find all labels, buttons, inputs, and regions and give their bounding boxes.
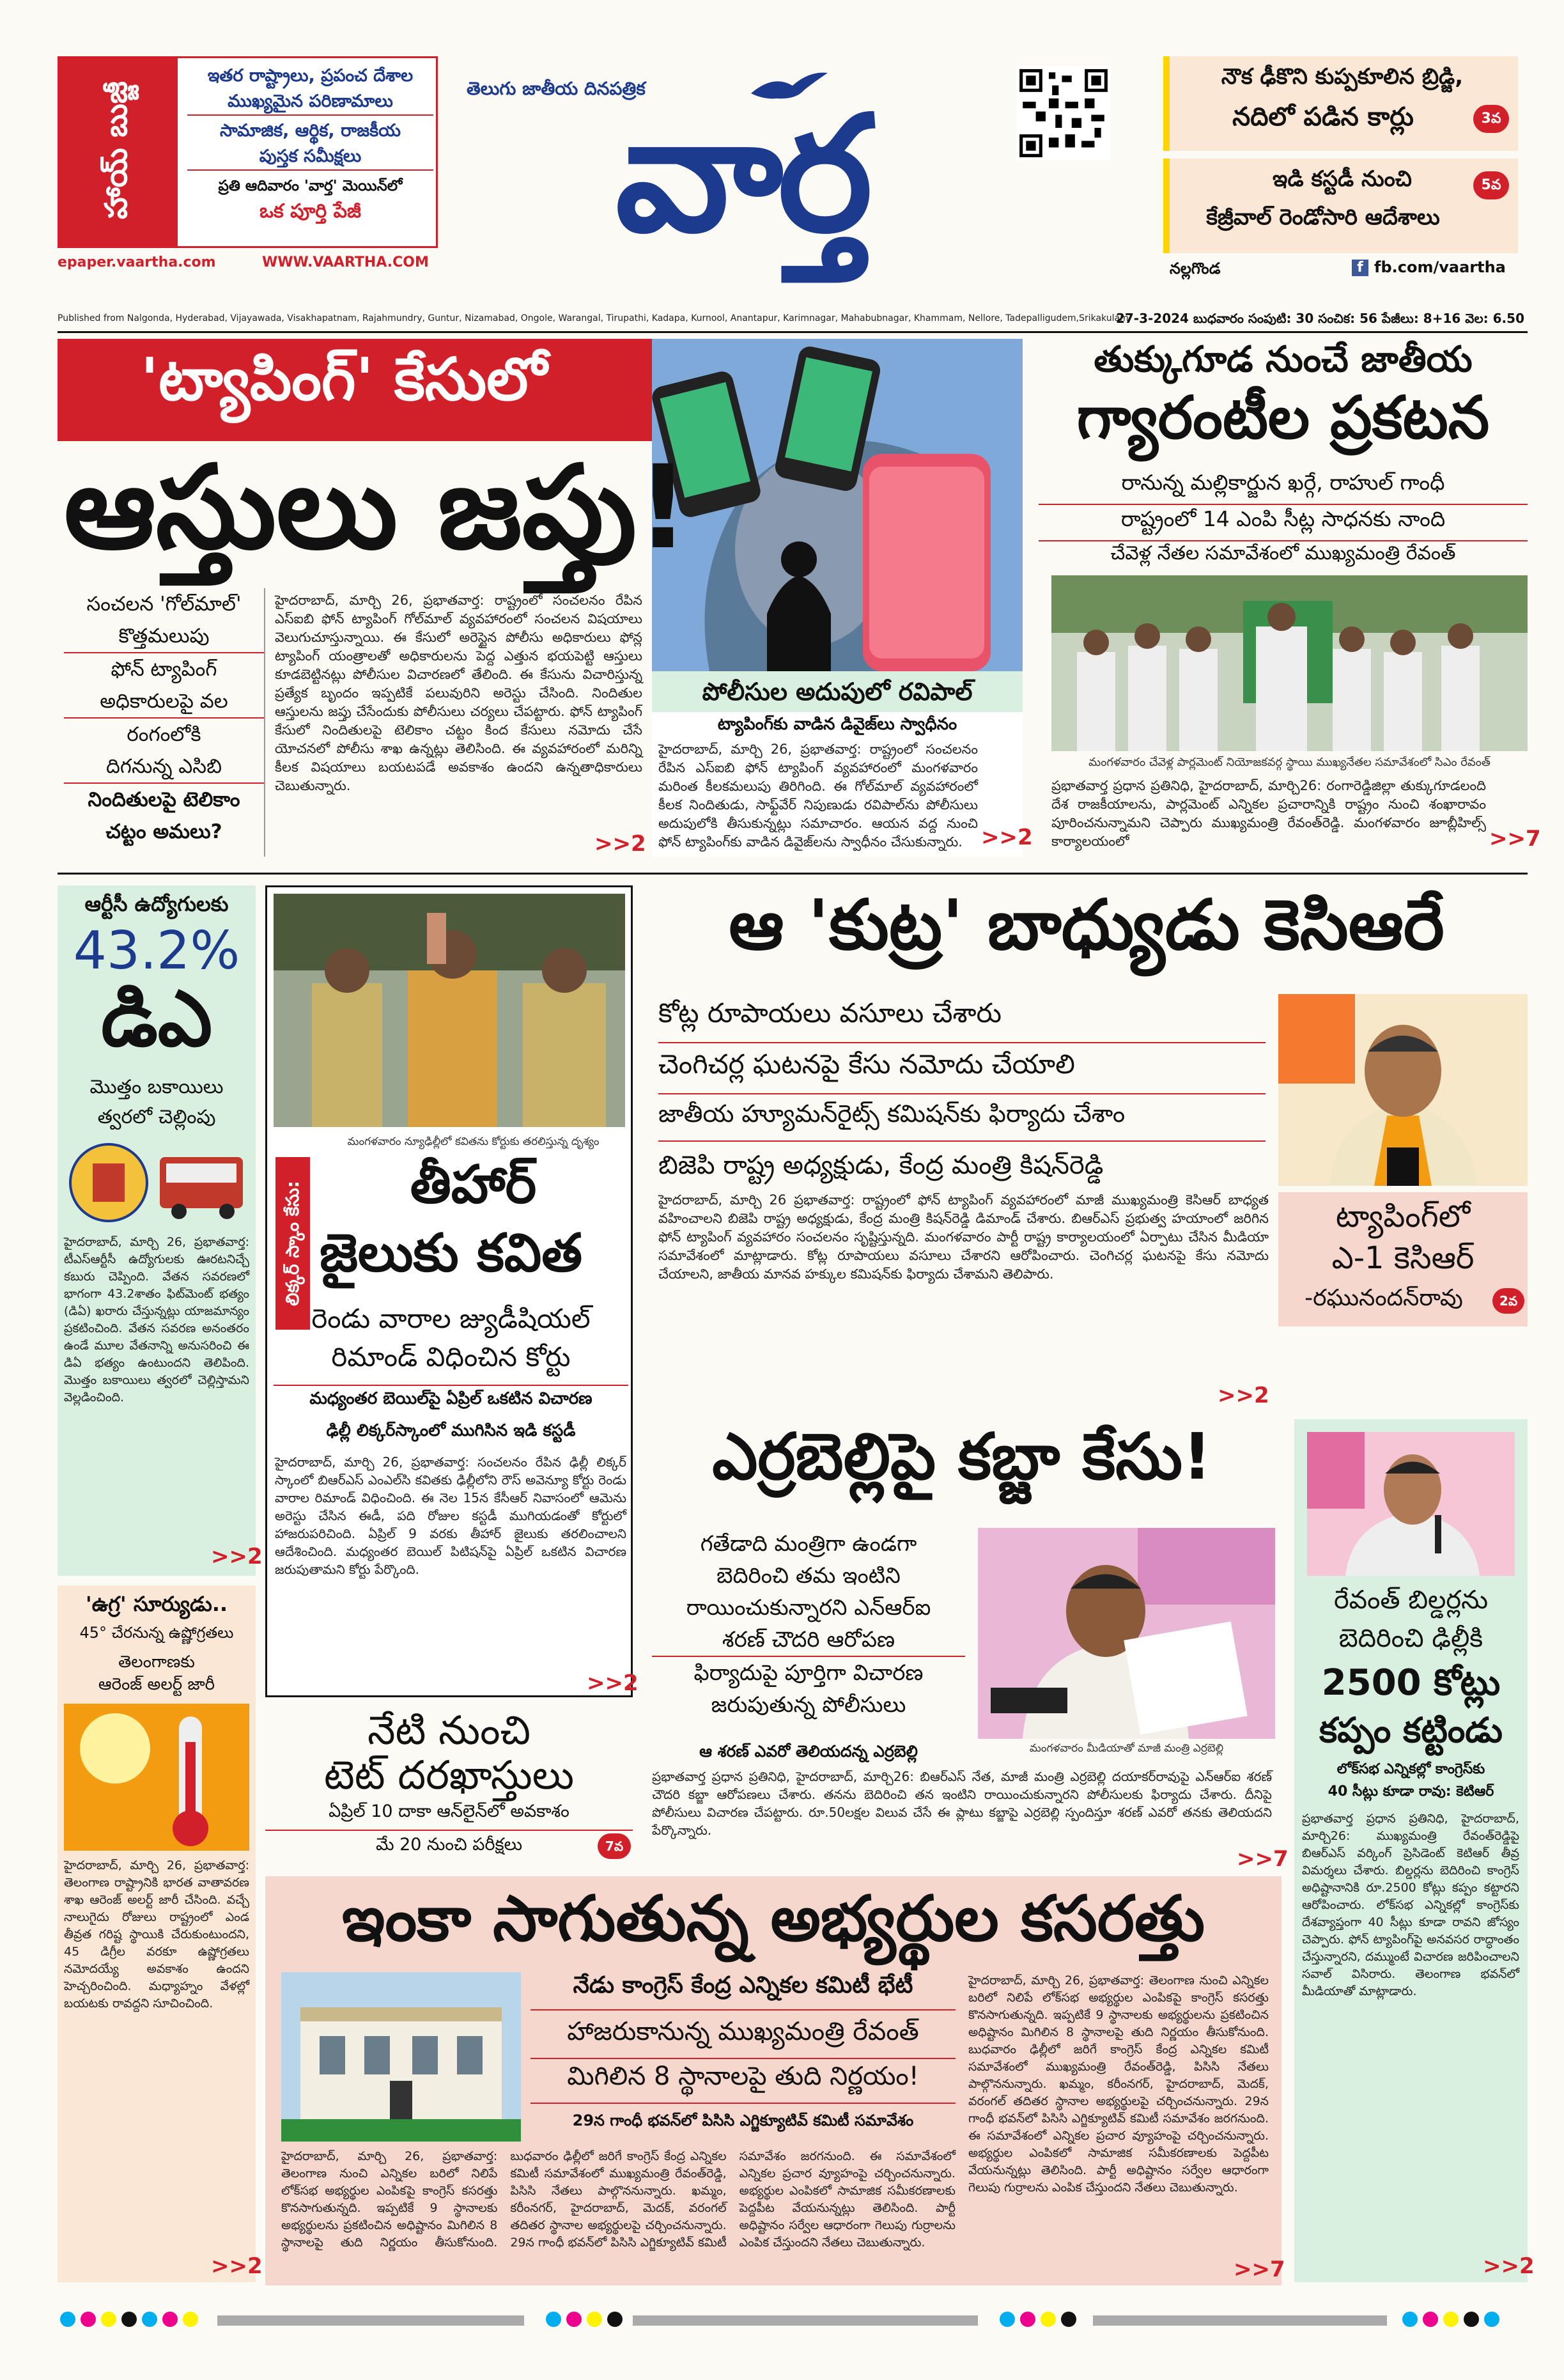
errabelli-point-3: రాయించుకున్నారని ఎన్‌ఆర్‌ఐ (686, 1595, 931, 1621)
candidates-sub-4: 29న గాంధీ భవన్‌లో పిసిసి ఎగ్జిక్యూటివ్‌ కమిటీ సమావేశం (572, 2112, 914, 2129)
promo-logo (59, 58, 178, 246)
ktr-headline-1: రేవంత్‌ బిల్డర్లను (1333, 1585, 1489, 1615)
ktr-more-link[interactable]: >>2 (1483, 2253, 1535, 2279)
tet-sub-2: మే 20 నుంచి పరీక్షలు (375, 1835, 523, 1855)
guarantees-sub-2: రాష్ట్రంలో 14 ఎంపి సీట్ల సాధనకు నాంది (1039, 506, 1528, 541)
teaser-1-page-badge: 3వ (1473, 105, 1509, 133)
candidates-story[interactable] (265, 1876, 1285, 2285)
kavitha-photo (274, 894, 625, 1127)
heat-body: హైదరాబాద్‌, మార్చి 26, ప్రభాతవార్త: తెలంగాణ రాష్ట్రానికి భారత వాతావరణ శాఖ ఆరెంజ్‌ అలర్ట్‌ జారీ చేసింది. వచ్చే నాలుగైదు రోజులు రాష్ట్రంలో ఎండ తీవ్రత గరిష్ట స్థాయికి చేరుకుంటుందని, 45 డిగ్రీల వరకూ ఉష్ణోగ్రతలు నమోదయ్యే అవకాశం ఉందని హెచ్చరించింది. మధ్యాహ్నం వేళల్లో బయటకు రావద్దని సూచించింది. (64, 1858, 249, 2011)
promo-line-6: ఒక పూర్తి పేజీ (259, 200, 361, 222)
qr-code-icon[interactable] (1016, 66, 1111, 160)
errabelli-story[interactable] (646, 1419, 1289, 1873)
candidates-body-1: హైదరాబాద్‌, మార్చి 26, ప్రభాతవార్త: తెలంగాణ నుంచి ఎన్నికల బరిలో నిలిపే లోక్‌సభ అభ్యర్థుల ఎంపికపై కాంగ్రెస్‌ కసరత్తు కొనసాగుతున్నది. ఇప్పటికే 9 స్థానాలకు అభ్యర్థులను ప్రకటించిన అధిష్టానం మిగిలిన 8 స్థానాలపై తుది నిర్ణయం తీసుకోనుంది. బుధవారం ఢిల్లీలో జరిగే కాంగ్రెస్‌ కేంద్ర ఎన్నికల కమిటీ సమావేశంలో ముఖ్యమంత్రి రేవంత్‌రెడ్డి, పిసిసి నేతలు పాల్గొననున్నారు. ఖమ్మం, కరీంనగర్‌, హైదరాబాద్‌, మెదక్‌, వరంగల్‌ తదితర స్థానాల అభ్యర్థులపై చర్చించనున్నారు. 29న గాంధీ భవన్‌లో పిసిసి ఎగ్జిక్యూటివ్‌ కమిటీ సమావేశం జరగనుంది. ఈ సమావేశంలో ఎన్నికల ప్రచార వ్యూహంపై చర్చించనున్నారు. అభ్యర్థుల ఎంపికలో సామాజిక సమీకరణాలకు పెద్దపీట వేయనున్నట్లు తెలిసింది. పార్టీ అధిష్టానం సర్వేల ఆధారంగా గెలుపు గుర్రాలను ఎంపిక చేస్తుందని నేతలు చెబుతున్నారు. (281, 2149, 956, 2250)
tet-story[interactable] (265, 1707, 633, 1863)
tagline: తెలుగు జాతీయ దినపత్రిక (467, 78, 646, 99)
kavitha-body: హైదరాబాద్‌, మార్చి 26, ప్రభాతవార్త: సంచలనం రేపిన ఢిల్లీ లిక్కర్‌ స్కాంలో బిఆర్‌ఎస్‌ ఎంఎల్‌సి కవితకు ఢిల్లీలోని రౌస్‌ అవెన్యూ కోర్టు రెండు వారాల రిమాండ్‌ విధించింది. ఈ నెల 15న కేసీఆర్‌ నివాసంలో ఆమెను అరెస్టు చేసిన ఈడీ, పది రోజుల కస్టడీ ముగియడంతో కోర్టులో హాజరుపరిచింది. ఏప్రిల్‌ 9 వరకు తీహార్‌ జైలుకు తరలించాలని ఆదేశించింది. మధ్యంతర బెయిల్‌ పిటిషన్‌పై ఏప్రిల్‌ ఒకటిన విచారణ జరుపుతామని కోర్టు పేర్కొంది. (275, 1454, 626, 1577)
candidates-more-link[interactable]: >>7 (1234, 2257, 1285, 2282)
guarantees-body: ప్రభాతవార్త ప్రధాన ప్రతినిధి, హైదరాబాద్‌, మార్చి26: రంగారెడ్డిజిల్లా తుక్కుగూడలంది దేశ రాజకీయాలను, పార్లమెంట్‌ ఎన్నికల ప్రచారాన్నికి రాష్ట్రం నుంచి శంఖారావం పూరించనున్నామని చెప్పారు ముఖ్యమంత్రి రేవంత్‌రెడ్డి. మంగళవారం జూబ్లీహిల్స్‌ కార్యాలయంలో (1051, 778, 1486, 849)
dateline: 27-3-2024 బుధవారం సంపుటి: 30 సంచిక: 56 పేజీలు: 8+16 వెల: 6.50 (1115, 311, 1524, 326)
errabelli-point-5: ఫిర్యాదుపై పూర్తిగా విచారణ (693, 1660, 924, 1686)
section-rule-1 (58, 873, 1528, 875)
candidates-sub-2: హాజరుకానున్న ముఖ్యమంత్రి రేవంత్‌ (530, 2017, 956, 2059)
website-link[interactable]: WWW.VAARTHA.COM (262, 254, 429, 270)
ktr-story[interactable] (1294, 1419, 1535, 2282)
kavitha-vertical-label: లిక్కర్‌ స్కాం కేసు: (275, 1157, 310, 1330)
promo-line-2: ముఖ్యమైన పరిణామాలు (187, 89, 433, 116)
teaser-2[interactable] (1163, 159, 1518, 253)
left-promo[interactable] (58, 56, 438, 248)
guarantees-kicker: తుక్కుగూడ నుంచే జాతీయ (1094, 339, 1473, 380)
kavitha-sub-3: మధ్యంతర బెయిల్‌పై ఏప్రిల్‌ ఒకటిన విచారణ (309, 1389, 592, 1408)
da-body: హైదరాబాద్‌, మార్చి 26, ప్రభాతవార్త: టీఎస్‌ఆర్టీసీ ఉద్యోగులకు ఊరటనిచ్చే కబురు చెప్పింది. వేతన సవరణలో భాగంగా 43.2శాతం ఫిట్‌మెంట్‌ భత్యం (డిఏ) ఖరారు చేస్తున్నట్లు యాజమాన్యం ప్రకటించింది. వేతన సవరణ అనంతరం ఉండే మూల వేతనాన్ని అనుసరించి ఈ డిఏ భత్యం ఉంటుందని తెలిపింది. మొత్తం బకాయిలు త్వరలో చెల్లిస్తామని వెల్లడించింది. (64, 1235, 249, 1404)
side-point-6: దిగనున్న ఎసిబి (64, 751, 264, 784)
errabelli-body: ప్రభాతవార్త ప్రధాన ప్రతినిధి, హైదరాబాద్‌, మార్చి26: బిఆర్‌ఎస్‌ నేత, మాజీ మంత్రి ఎర్రబెల్లి దయాకర్‌రావుపై ఎన్‌ఆర్‌ఐ శరణ్‌ చౌదరి కబ్జా ఆరోపణలు చేశారు. తనను బెదిరించి తన ఇంటిని రాయించుకున్నారని పోలీసులకు ఫిర్యాదు చేశారు. దీనిపై పోలీసులు విచారణ చేపట్టారు. రూ.50లక్షల విలువ చేసే ఈ ప్లాటు కబ్జాపై ఎర్రబెల్లి స్పందిస్తూ శరణ్‌ ఎవరో తనకు తెలియదని పేర్కొన్నారు. (652, 1769, 1272, 1838)
kcr-quote-1: ట్యాపింగ్‌లో (1335, 1199, 1471, 1234)
kcr-point-1: కోట్ల రూపాయలు వసూలు చేశారు (658, 997, 1266, 1043)
errabelli-more-link[interactable]: >>7 (1237, 1846, 1289, 1872)
facebook-icon: f (1352, 260, 1368, 276)
promo-line-1: ఇతర రాష్ట్రాలు, ప్రపంచ దేశాల (207, 66, 414, 86)
published-from: Published from Nalgonda, Hyderabad, Vijayawada, Visakhapatnam, Rajahmundry, Guntur, Nizamabad, Ongole, Warangal, Tirupathi, Kadapa, Kurnool, Anantapur, Karimnagar, Mahabubnagar, Khammam, Nellore, Tadepalligudem,Srikakulam (58, 313, 1129, 323)
kavitha-sub-4: ఢిల్లీ లిక్కర్‌స్కాంలో ముగిసిన ఇడి కస్టడీ (326, 1421, 576, 1440)
tet-page-badge: 7వ (598, 1833, 631, 1859)
promo-line-4: పుస్తక సమీక్షలు (187, 144, 433, 171)
guarantees-photo (1051, 575, 1528, 751)
tsrtc-logo-photo (64, 1138, 249, 1227)
guarantees-more-link[interactable]: >>7 (1489, 826, 1541, 852)
teaser-1[interactable] (1163, 56, 1518, 151)
errabelli-caption: మంగళవారం మీడియాతో మాజీ మంత్రి ఎర్రబెల్లి (1029, 1742, 1224, 1755)
side-point-4: అధికారులపై వల (64, 685, 264, 719)
ktr-headline-4: కప్పం కట్టిండు (1319, 1710, 1503, 1750)
tet-sub-1: ఏప్రిల్‌ 10 దాకా ఆన్‌లైన్‌లో అవకాశం (265, 1801, 633, 1831)
guarantees-sub-1: రానున్న మల్లికార్జున ఖర్గే, రాహుల్‌ గాంధీ (1039, 470, 1528, 505)
guarantees-headline: గ్యారంటీల ప్రకటన (1076, 384, 1490, 452)
side-point-1: సంచలన 'గోల్‌మాల్‌' (86, 593, 242, 616)
gandhi-bhavan-photo (281, 1972, 521, 2142)
errabelli-point-1: గతేడాది మంత్రిగా ఉండగా (700, 1531, 917, 1557)
heat-sub-2: తెలంగాణకు (118, 1653, 195, 1672)
ktr-headline-3: 2500 కోట్లు (1321, 1662, 1501, 1704)
da-kicker: ఆర్టీసీ ఉద్యోగులకు (84, 892, 229, 916)
tapping-more-link[interactable]: >>2 (594, 831, 646, 857)
teaser-2-line-1: ఇడి కస్టడీ నుంచి (1273, 166, 1412, 192)
tapping-headline: ఆస్తులు జప్తు! (64, 441, 690, 575)
errabelli-point-2: బెదిరించి తమ ఇంటిని (716, 1563, 901, 1589)
kcr-point-2: చెంగిచర్ల ఘటనపై కేసు నమోదు చేయాలి (658, 1048, 1266, 1094)
side-point-8: చట్టం అమలు? (105, 820, 222, 843)
candidates-sub-3: మిగిలిన 8 స్థానాలపై తుది నిర్ణయం! (530, 2062, 956, 2104)
heat-sub: 45° చేరనున్న ఉష్ణోగ్రతలు (79, 1624, 234, 1642)
da-sub-1: మొత్తం బకాయిలు (89, 1076, 224, 1098)
ktr-headline-2: బెదిరించి ఢిల్లీకి (1338, 1624, 1483, 1653)
errabelli-who: ఆ శరణ్‌ ఎవరో తెలియదన్న ఎర్రబెల్లి (699, 1742, 918, 1761)
masthead-rule (58, 331, 1528, 333)
guarantees-caption: మంగళవారం చేవెళ్ల పార్లమెంట్‌ నియోజకవర్గ స్థాయి ముఖ్యనేతల సమావేశంలో సిఎం రేవంత్‌ (1088, 756, 1490, 769)
masthead (58, 56, 1528, 312)
tapping-kicker: 'ట్యాపింగ్‌' కేసులో (141, 345, 547, 414)
kavitha-story[interactable] (265, 885, 639, 1697)
kishan-reddy-photo (1278, 994, 1528, 1186)
da-percent: 43.2% (73, 921, 240, 981)
ktr-sub-2: 40 సీట్లు కూడా రావు: కెటిఆర్‌ (1328, 1784, 1494, 1800)
promo-line-5: ప్రతి ఆదివారం 'వార్త' మెయిన్‌లో (218, 178, 403, 194)
tapping-side-points (64, 588, 265, 857)
side-point-7: నిందితులపై టెలికాం (88, 788, 240, 811)
ravipal-box[interactable] (652, 671, 1033, 857)
kcr-quote-box[interactable] (1278, 1192, 1528, 1326)
epaper-link[interactable]: epaper.vaartha.com (58, 254, 216, 270)
errabelli-headline: ఎర్రబెల్లిపై కబ్జా కేసు! (712, 1419, 1212, 1494)
teaser-2-page-badge: 5వ (1473, 171, 1509, 199)
kavitha-caption: మంగళవారం న్యూఢిల్లీలో కవితను కోర్టుకు తరలిస్తున్న దృశ్యం (347, 1135, 600, 1148)
kavitha-sub-2: రిమాండ్‌ విధించిన కోర్టు (274, 1341, 628, 1386)
tapping-body: హైదరాబాద్‌, మార్చి 26, ప్రభాతవార్త: రాష్ట్రంలో సంచలనం రేపిన ఎస్‌ఐబి ఫోన్‌ ట్యాపింగ్‌ గోల్‌మాల్‌ వ్యవహారంలో సంచలన విషయాలు వెలుగుచూస్తున్నాయి. ఈ కేసులో అరెస్టైన పోలీసు అధికారులు ఫోన్ల ట్యాపింగ్‌ యంత్రాలతో అధికారులను పెద్ద ఎత్తున భయపెట్టి ఆస్తులు కూడబెట్టినట్లు పోలీసుల విచారణలో తేలింది. ఈ కేసును విచారిస్తున్న ప్రత్యేక బృందం ఇప్పటికే పలువురిని అరెస్టు చేసింది. నిందితుల ఆస్తులను జప్తు చేసేందుకు పోలీసులు చర్యలు చేపట్టారు. ఫోన్‌ ట్యాపింగ్‌ కేసులో నిందితులపై టెలికాం చట్టం కింద కేసులు నమోదు చేసే యోచనలో పోలీసు శాఖ ఉన్నట్లు తెలిసింది. ఈ వ్యవహారంలో మరిన్ని కీలక విషయాలు బయటపడే అవకాశం ఉందని ఉన్నతాధికారులు చెబుతున్నారు. (275, 593, 642, 793)
da-headline: డిఎ (100, 975, 213, 1064)
guarantees-story[interactable] (1039, 339, 1541, 857)
thermometer-photo (64, 1704, 249, 1851)
ravipal-headline: పోలీసుల అదుపులో రవిపాల్‌ (652, 671, 1023, 712)
kavitha-headline-1: తీహార్‌ (410, 1155, 537, 1215)
teaser-2-line-2: కేజ్రీవాల్‌ రెండోసారి ఆదేశాలు (1206, 205, 1440, 230)
heat-kicker: 'ఉగ్ర' సూర్యుడు.. (85, 1592, 228, 1616)
tapping-illustration (652, 339, 1023, 671)
kcr-point-3: జాతీయ హ్యూమన్‌రైట్స్‌ కమిషన్‌కు ఫిర్యాదు చేశాం (658, 1100, 1266, 1142)
heat-sub-3: ఆరెంజ్‌ అలర్ట్‌ జారీ (98, 1675, 215, 1694)
ktr-sub-1: లోక్‌సభ ఎన్నికల్లో కాంగ్రెస్‌కు (1336, 1761, 1485, 1777)
teaser-1-line-1: నౌక ఢీకొని కుప్పకూలిన బ్రిడ్జి, (1221, 64, 1464, 89)
errabelli-photo (978, 1528, 1275, 1739)
kavitha-sub-1: రెండు వారాల జ్యుడీషియల్‌ (311, 1303, 591, 1334)
ravipal-sub: ట్యాపింగ్‌కు వాడిన డివైజ్‌లు స్వాధీనం (717, 715, 957, 734)
facebook-link[interactable]: fb.com/vaartha (1374, 258, 1506, 276)
edition-label: నల్లగొండ (1170, 260, 1221, 277)
ktr-photo (1307, 1432, 1515, 1576)
kavitha-more-link[interactable]: >>2 (587, 1670, 639, 1696)
kcr-headline: ఆ 'కుట్ర' బాధ్యుడు కెసిఆరే (729, 885, 1444, 965)
da-more-link[interactable]: >>2 (211, 1544, 263, 1569)
errabelli-point-4: శరణ్‌ చౌదరి ఆరోపణ (652, 1624, 965, 1657)
kcr-quote-page-badge: 2వ (1492, 1288, 1524, 1314)
da-sub-2: త్వరలో చెల్లింపు (97, 1106, 216, 1128)
teaser-1-line-2: నదిలో పడిన కార్లు (1232, 102, 1414, 132)
vaartha-logo[interactable]: వార్త (615, 81, 868, 267)
registration-strip (58, 2308, 1528, 2333)
tapping-story[interactable] (58, 339, 1033, 857)
ktr-body: ప్రభాతవార్త ప్రధాన ప్రతినిధి, హైదరాబాద్‌, మార్చి26: ముఖ్యమంత్రి రేవంత్‌రెడ్డిపై బిఆర్‌ఎస్‌ వర్కింగ్‌ ప్రెసిడెంట్‌ కెటిఆర్‌ తీవ్ర విమర్శలు చేశారు. బిల్డర్లను బెదిరించి కాంగ్రెస్‌ అధిష్టానానికి రూ.2500 కోట్లు కప్పం కట్టారని ఆరోపించారు. లోక్‌సభ ఎన్నికల్లో కాంగ్రెస్‌కు దేశవ్యాప్తంగా 40 సీట్లు కూడా రావని జోస్యం చెప్పారు. ఫోన్‌ ట్యాపింగ్‌పై అనవసర రాద్ధాంతం చేస్తున్నారని, దమ్ముంటే విచారణ జరిపించాలని సవాల్‌ విసిరారు. తెలంగాణ భవన్‌లో మీడియాతో మాట్లాడారు. (1302, 1812, 1519, 1998)
ravipal-more-link[interactable]: >>2 (981, 825, 1033, 850)
guarantees-sub-3: చేవెళ్ల నేతల సమావేశంలో ముఖ్యమంత్రి రేవంత్‌ (1110, 542, 1456, 564)
side-point-3: ఫోన్‌ ట్యాపింగ్‌ (111, 658, 217, 681)
tet-headline-2: టెట్‌ దరఖాస్తులు (323, 1752, 575, 1798)
kcr-story[interactable] (646, 885, 1528, 1410)
kcr-quote-2: ఎ-1 కెసిఆర్‌ (1331, 1240, 1475, 1276)
kcr-body: హైదరాబాద్‌, మార్చి 26 ప్రభాతవార్త: రాష్ట్రంలో ఫోన్‌ ట్యాపింగ్‌ వ్యవహారంలో మాజీ ముఖ్యమంత్రి కెసిఆర్‌ బాధ్యత వహించాలని బిజెపి రాష్ట్ర అధ్యక్షుడు, కేంద్ర మంత్రి కిషన్‌రెడ్డి డిమాండ్‌ చేశారు. బిఆర్‌ఎస్‌ ప్రభుత్వ హయాంలో జరిగిన ఫోన్‌ ట్యాపింగ్‌ వ్యవహారం సంచలనం సృష్టిస్తున్నది. మంగళవారం పార్టీ రాష్ట్ర కార్యాలయంలో ఏర్పాటు చేసిన మీడియా సమావేశంలో మాట్లాడారు. కోట్ల రూపాయలు వసూలు చేశారని ఆరోపించారు. చెంగిచర్ల ఘటనపై కేసు నమోదు చేయాలని, జాతీయ మానవ హక్కుల కమిషన్‌కు ఫిర్యాదు చేశామని తెలిపారు. (658, 1192, 1269, 1282)
promo-logo-text: హాయ్‌ బుజ్జీ (98, 81, 134, 219)
da-story[interactable] (58, 885, 263, 1576)
side-point-5: రంగంలోకి (127, 723, 201, 746)
heat-more-link[interactable]: >>2 (211, 2253, 263, 2279)
side-point-2: కొత్తమలుపు (64, 620, 264, 653)
errabelli-point-6: జరుపుతున్న పోలీసులు (711, 1692, 906, 1718)
kcr-point-4: బిజెపి రాష్ట్ర అధ్యక్షుడు, కేంద్ర మంత్రి కిషన్‌రెడ్డి (658, 1151, 1104, 1180)
heat-story[interactable] (58, 1585, 263, 2282)
promo-line-3: సామాజిక, ఆర్థిక, రాజకీయ (220, 121, 401, 141)
tet-headline-1: నేటి నుంచి (368, 1707, 530, 1754)
kavitha-headline-2: జైలుకు కవిత (319, 1223, 583, 1284)
kcr-more-link[interactable]: >>2 (1218, 1383, 1269, 1408)
candidates-body-2: హైదరాబాద్‌, మార్చి 26, ప్రభాతవార్త: తెలంగాణ నుంచి ఎన్నికల బరిలో నిలిపే లోక్‌సభ అభ్యర్థుల ఎంపికపై కాంగ్రెస్‌ కసరత్తు కొనసాగుతున్నది. ఇప్పటికే 9 స్థానాలకు అభ్యర్థులను ప్రకటించిన అధిష్టానం మిగిలిన 8 స్థానాలపై తుది నిర్ణయం తీసుకోనుంది. బుధవారం ఢిల్లీలో జరిగే కాంగ్రెస్‌ కేంద్ర ఎన్నికల కమిటీ సమావేశంలో ముఖ్యమంత్రి రేవంత్‌రెడ్డి, పిసిసి నేతలు పాల్గొననున్నారు. ఖమ్మం, కరీంనగర్‌, హైదరాబాద్‌, మెదక్‌, వరంగల్‌ తదితర స్థానాల అభ్యర్థులపై చర్చించనున్నారు. 29న గాంధీ భవన్‌లో పిసిసి ఎగ్జిక్యూటివ్‌ కమిటీ సమావేశం జరగనుంది. ఈ సమావేశంలో ఎన్నికల ప్రచార వ్యూహంపై చర్చించనున్నారు. అభ్యర్థుల ఎంపికలో సామాజిక సమీకరణాలకు పెద్దపీట వేయనున్నట్లు తెలిసింది. పార్టీ అధిష్టానం సర్వేల ఆధారంగా గెలుపు గుర్రాలను ఎంపిక చేస్తుందని నేతలు చెబుతున్నారు. (968, 1973, 1269, 2195)
candidates-sub-1: నేడు కాంగ్రెస్‌ కేంద్ర ఎన్నికల కమిటీ భేటీ (530, 1972, 956, 2011)
kcr-quote-3: -రఘునందన్‌రావు (1305, 1285, 1463, 1311)
candidates-headline: ఇంకా సాగుతున్న అభ్యర్థుల కసరత్తు (341, 1883, 1205, 1956)
ravipal-body: హైదరాబాద్‌, మార్చి 26, ప్రభాతవార్త: రాష్ట్రంలో సంచలనం రేపిన ఎస్‌ఐబి ఫోన్‌ ట్యాపింగ్‌ వ్యవహారంలో మంగళవారం మరింత కీలకమలుపు తిరిగింది. ఈ గోల్‌మాల్‌ వ్యవహారంలో కీలక నిందితుడు, సాఫ్ట్‌వేర్‌ నిపుణుడు రవిపాల్‌ను పోలీసులు అదుపులోకి తీసుకున్నట్లు సమాచారం. ఆయన వద్ద నుంచి ఫోన్‌ ట్యాపింగ్‌కు వాడిన డివైజ్‌లను స్వాధీనం చేసుకున్నారు. (658, 742, 978, 850)
